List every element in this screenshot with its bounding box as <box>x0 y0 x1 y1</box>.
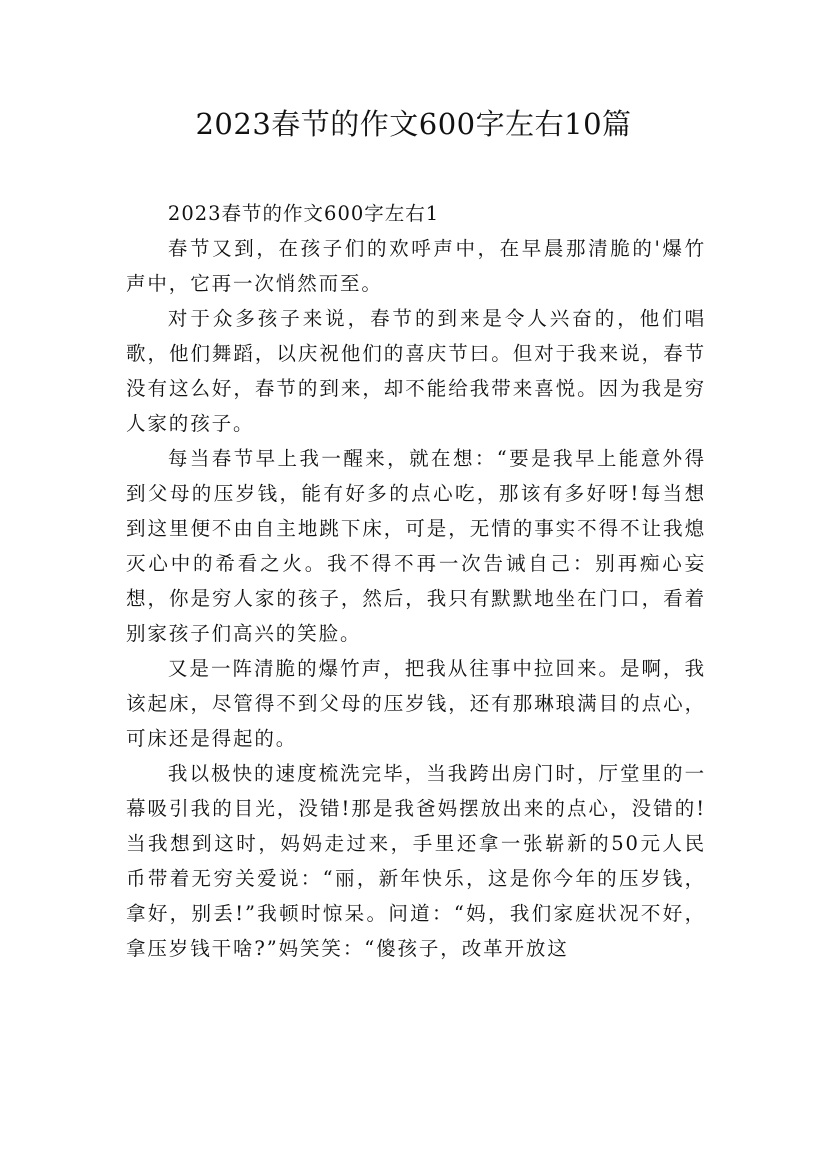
paragraph: 春节又到，在孩子们的欢呼声中，在早晨那清脆的'爆竹声中，它再一次悄然而至。 <box>126 237 706 295</box>
document-body <box>126 196 706 966</box>
paragraph: 又是一阵清脆的爆竹声，把我从往事中拉回来。是啊，我该起床，尽管得不到父母的压岁钱，还有那琳琅满目的点心，可床还是得起的。 <box>126 657 706 750</box>
paragraph: 每当春节早上我一醒来，就在想：“要是我早上能意外得到父母的压岁钱，能有好多的点心吃，那该有多好呀!每当想到这里便不由自主地跳下床，可是，无情的事实不得不让我熄灭心中的希看之火。我不得不再一次告诫自己：别再痴心妄想，你是穷人家的孩子，然后，我只有默默地坐在门口，看着别家孩子们高兴的笑脸。 <box>126 447 706 645</box>
paragraph: 对于众多孩子来说，春节的到来是令人兴奋的，他们唱歌，他们舞蹈，以庆祝他们的喜庆节曰。但对于我来说，春节没有这么好，春节的到来，却不能给我带来喜悦。因为我是穷人家的孩子。 <box>126 307 706 435</box>
document-title: 2023春节的作文600字左右10篇 <box>195 107 632 141</box>
section-heading: 2023春节的作文600字左右1 <box>167 202 440 225</box>
paragraph: 我以极快的速度梳洗完毕，当我跨出房门时，厅堂里的一幕吸引我的目光，没错!那是我爸妈摆放出来的点心，没错的!当我想到这时，妈妈走过来，手里还拿一张崭新的50元人民币带着无穷关爱说：“丽，新年快乐，这是你今年的压岁钱，拿好，别丢!”我顿时惊呆。问道：“妈，我们家庭状况不好，拿压岁钱干啥?”妈笑笑：“傻孩子，改革开放这 <box>126 762 706 960</box>
